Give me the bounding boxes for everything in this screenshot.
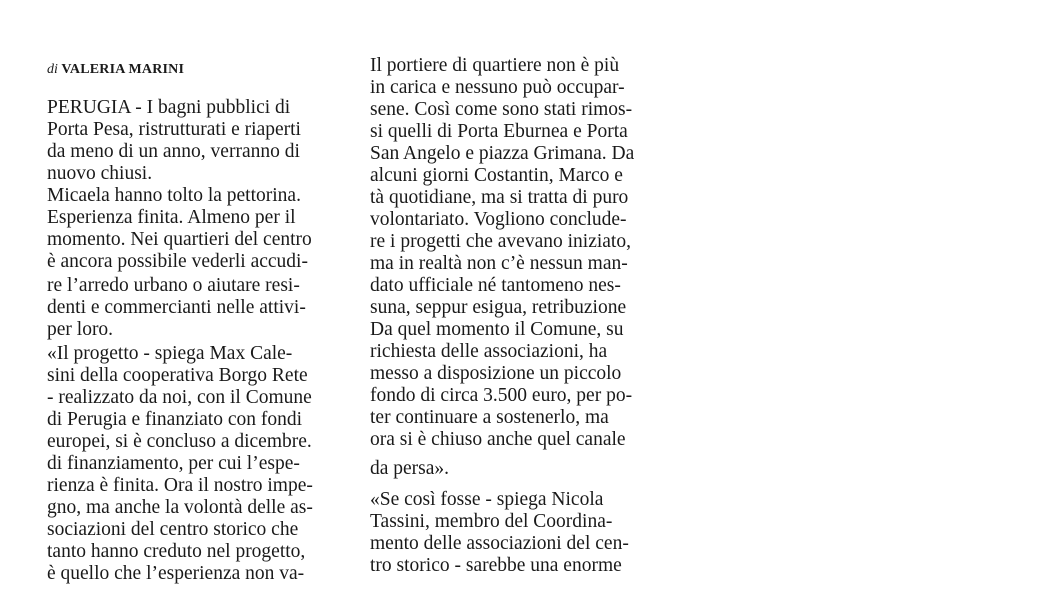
article-text-line: da meno di un anno, verranno di: [47, 141, 300, 162]
article-text-line: ma in realtà non c’è nessun man-: [370, 253, 628, 274]
article-text-line: tanto hanno creduto nel progetto,: [47, 541, 306, 562]
article-text-line: gno, ma anche la volontà delle as-: [47, 497, 313, 518]
article-text-line: ora si è chiuso anche quel canale: [370, 429, 626, 450]
article-text-line: - realizzato da noi, con il Comune: [47, 387, 312, 408]
article-text-line: re i progetti che avevano iniziato,: [370, 231, 631, 252]
article-text-line: di Perugia e finanziato con fondi: [47, 409, 303, 430]
article-text-line: di finanziamento, per cui l’espe-: [47, 453, 300, 474]
article-text-line: sene. Così come sono stati rimos-: [370, 99, 633, 120]
byline-author: VALERIA MARINI: [61, 62, 185, 77]
article-text-line: «Il progetto - spiega Max Cale-: [47, 343, 293, 364]
article-text-line: tà quotidiane, ma si tratta di puro: [370, 187, 629, 208]
article-text-line: è quello che l’esperienza non va-: [47, 563, 305, 584]
article-text-line: Da quel momento il Comune, su: [370, 319, 624, 340]
article-text-line: momento. Nei quartieri del centro: [47, 229, 312, 250]
article-text-line: dato ufficiale né tantomeno nes-: [370, 275, 621, 296]
article-text-line: nuovo chiusi.: [47, 163, 153, 184]
article-text-line: messo a disposizione un piccolo: [370, 363, 622, 384]
article-text-line: fondo di circa 3.500 euro, per po-: [370, 385, 633, 406]
article-text-line: si quelli di Porta Eburnea e Porta: [370, 121, 628, 142]
article-text-line: San Angelo e piazza Grimana. Da: [370, 143, 635, 164]
article-text-line: richiesta delle associazioni, ha: [370, 341, 608, 362]
article-text-line: rienza è finita. Ora il nostro impe-: [47, 475, 313, 496]
byline: [47, 62, 184, 78]
article-text-line: europei, si è concluso a dicembre.: [47, 431, 312, 452]
article-text-line: per loro.: [47, 319, 114, 340]
article-text-line: suna, seppur esigua, retribuzione: [370, 297, 627, 318]
article-text-line: tro storico - sarebbe una enorme: [370, 555, 622, 576]
article-text-line: alcuni giorni Costantin, Marco e: [370, 165, 623, 186]
article-text-line: ter continuare a sostenerlo, ma: [370, 407, 609, 428]
article-text-line: sociazioni del centro storico che: [47, 519, 299, 540]
article-text-line: è ancora possibile vederli accudi-: [47, 251, 308, 272]
article-text-line: PERUGIA - I bagni pubblici di: [47, 97, 291, 118]
article-text-line: «Se così fosse - spiega Nicola: [370, 489, 604, 510]
article-text-line: mento delle associazioni del cen-: [370, 533, 629, 554]
article-text-line: Tassini, membro del Coordina-: [370, 511, 613, 532]
article-text-line: Porta Pesa, ristrutturati e riaperti: [47, 119, 301, 140]
article-text-line: Esperienza finita. Almeno per il: [47, 207, 296, 228]
article-text-line: Il portiere di quartiere non è più: [370, 55, 620, 76]
article-text-line: Micaela hanno tolto la pettorina.: [47, 185, 301, 206]
article-text-line: sini della cooperativa Borgo Rete: [47, 365, 308, 386]
article-text-line: in carica e nessuno può occupar-: [370, 77, 625, 98]
article-text-line: re l’arredo urbano o aiutare resi-: [47, 275, 300, 296]
byline-prefix: di: [47, 62, 58, 77]
article-text-line: da persa».: [370, 458, 450, 479]
article-text-line: denti e commercianti nelle attivi-: [47, 297, 306, 318]
article-text-line: volontariato. Vogliono conclude-: [370, 209, 627, 230]
